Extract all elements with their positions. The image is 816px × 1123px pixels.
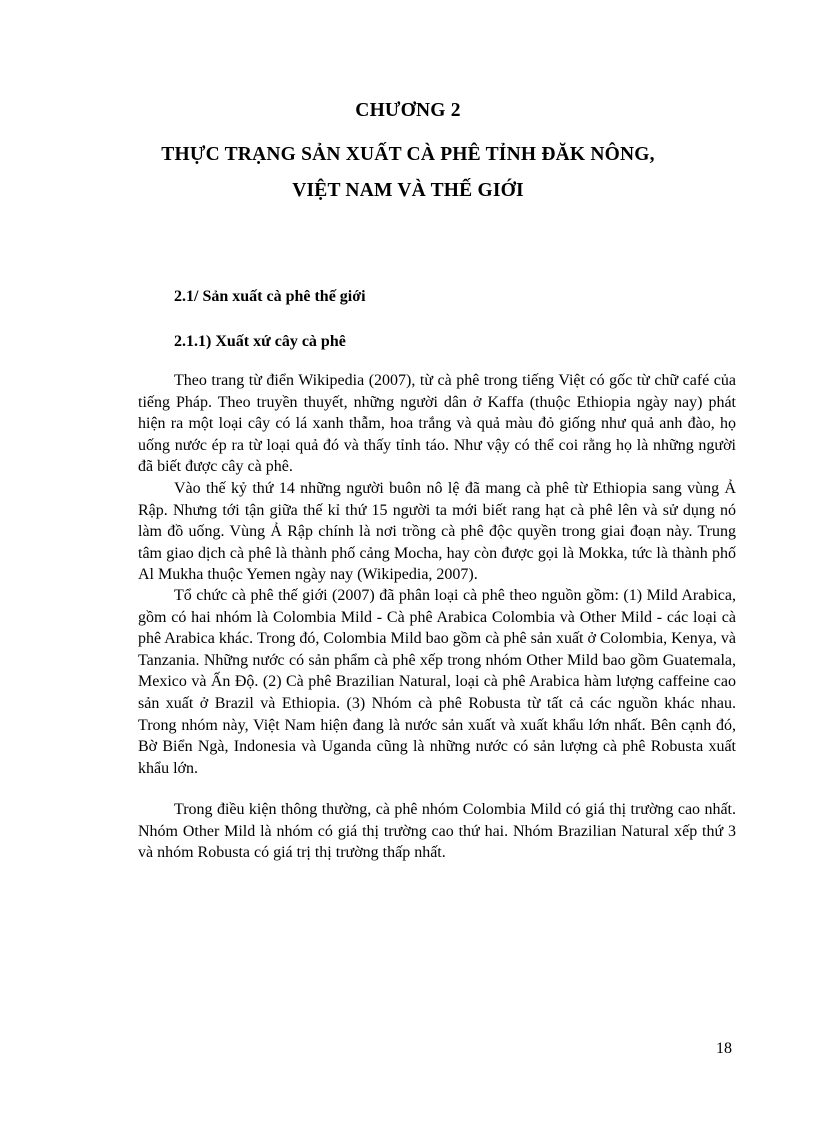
chapter-label: CHƯƠNG 2 (355, 100, 461, 121)
chapter-title-line-2: VIỆT NAM VÀ THẾ GIỚI (292, 180, 524, 201)
body-paragraph-classification: Tổ chức cà phê thế giới (2007) đã phân loại cà phê theo nguồn gồm: (1) Mild Arabica, gồm có hai nhóm là Colombia Mild - Cà phê Arabica Colombia và Other Mild - các loại cà phê Arabica khác. Trong đó, Colombia Mild bao gồm cà phê sản xuất ở Colombia, Kenya, và Tanzania. Những nước có sản phẩm cà phê xếp trong nhóm Other Mild bao gồm Guatemala, Mexico và Ấn Độ. (2) Cà phê Brazilian Natural, loại cà phê Arabica hàm lượng caffeine cao sản xuất ở Brazil và Ethiopia. (3) Nhóm cà phê Robusta từ tất cả các nguồn khác nhau. Trong nhóm này, Việt Nam hiện đang là nước sản xuất và xuất khẩu lớn nhất. Bên cạnh đó, Bờ Biển Ngà, Indonesia và Uganda cũng là những nước có sản lượng cà phê Robusta xuất khẩu lớn. (138, 587, 736, 777)
body-paragraph-history: Vào thế kỷ thứ 14 những người buôn nô lệ đã mang cà phê từ Ethiopia sang vùng Ả Rập. Nhưng tới tận giữa thế kỉ thứ 15 người ta mới biết rang hạt cà phê lên và sử dụng nó làm đồ uống. Vùng Ả Rập chính là nơi trồng cà phê độc quyền trong giai đoạn này. Trung tâm giao dịch cà phê là thành phố cảng Mocha, hay còn được gọi là Mokka, tức là thành phố Al Mukha thuộc Yemen ngày nay (Wikipedia, 2007). (138, 480, 736, 584)
body-paragraph-market-price: Trong điều kiện thông thường, cà phê nhóm Colombia Mild có giá thị trường cao nhất. Nhóm Other Mild là nhóm có giá thị trường cao thứ hai. Nhóm Brazilian Natural xếp thứ 3 và nhóm Robusta có giá trị thị trường thấp nhất. (138, 801, 736, 862)
subsection-heading: 2.1.1) Xuất xứ cây cà phê (174, 333, 346, 350)
body-paragraph-origin: Theo trang từ điển Wikipedia (2007), từ cà phê trong tiếng Việt có gốc từ chữ café của tiếng Pháp. Theo truyền thuyết, những người dân ở Kaffa (thuộc Ethiopia ngày nay) phát hiện ra một loại cây có lá xanh thẫm, hoa trắng và quả màu đỏ giống như quả anh đào, họ uống nước ép ra từ loại quả đó và thấy tỉnh táo. Như vậy có thể coi rằng họ là những người đã biết được cây cà phê. (138, 372, 736, 476)
page-number: 18 (716, 1040, 732, 1057)
chapter-title-line-1: THỰC TRẠNG SẢN XUẤT CÀ PHÊ TỈNH ĐĂK NÔNG, (161, 144, 655, 165)
section-heading: 2.1/ Sản xuất cà phê thế giới (174, 288, 366, 305)
